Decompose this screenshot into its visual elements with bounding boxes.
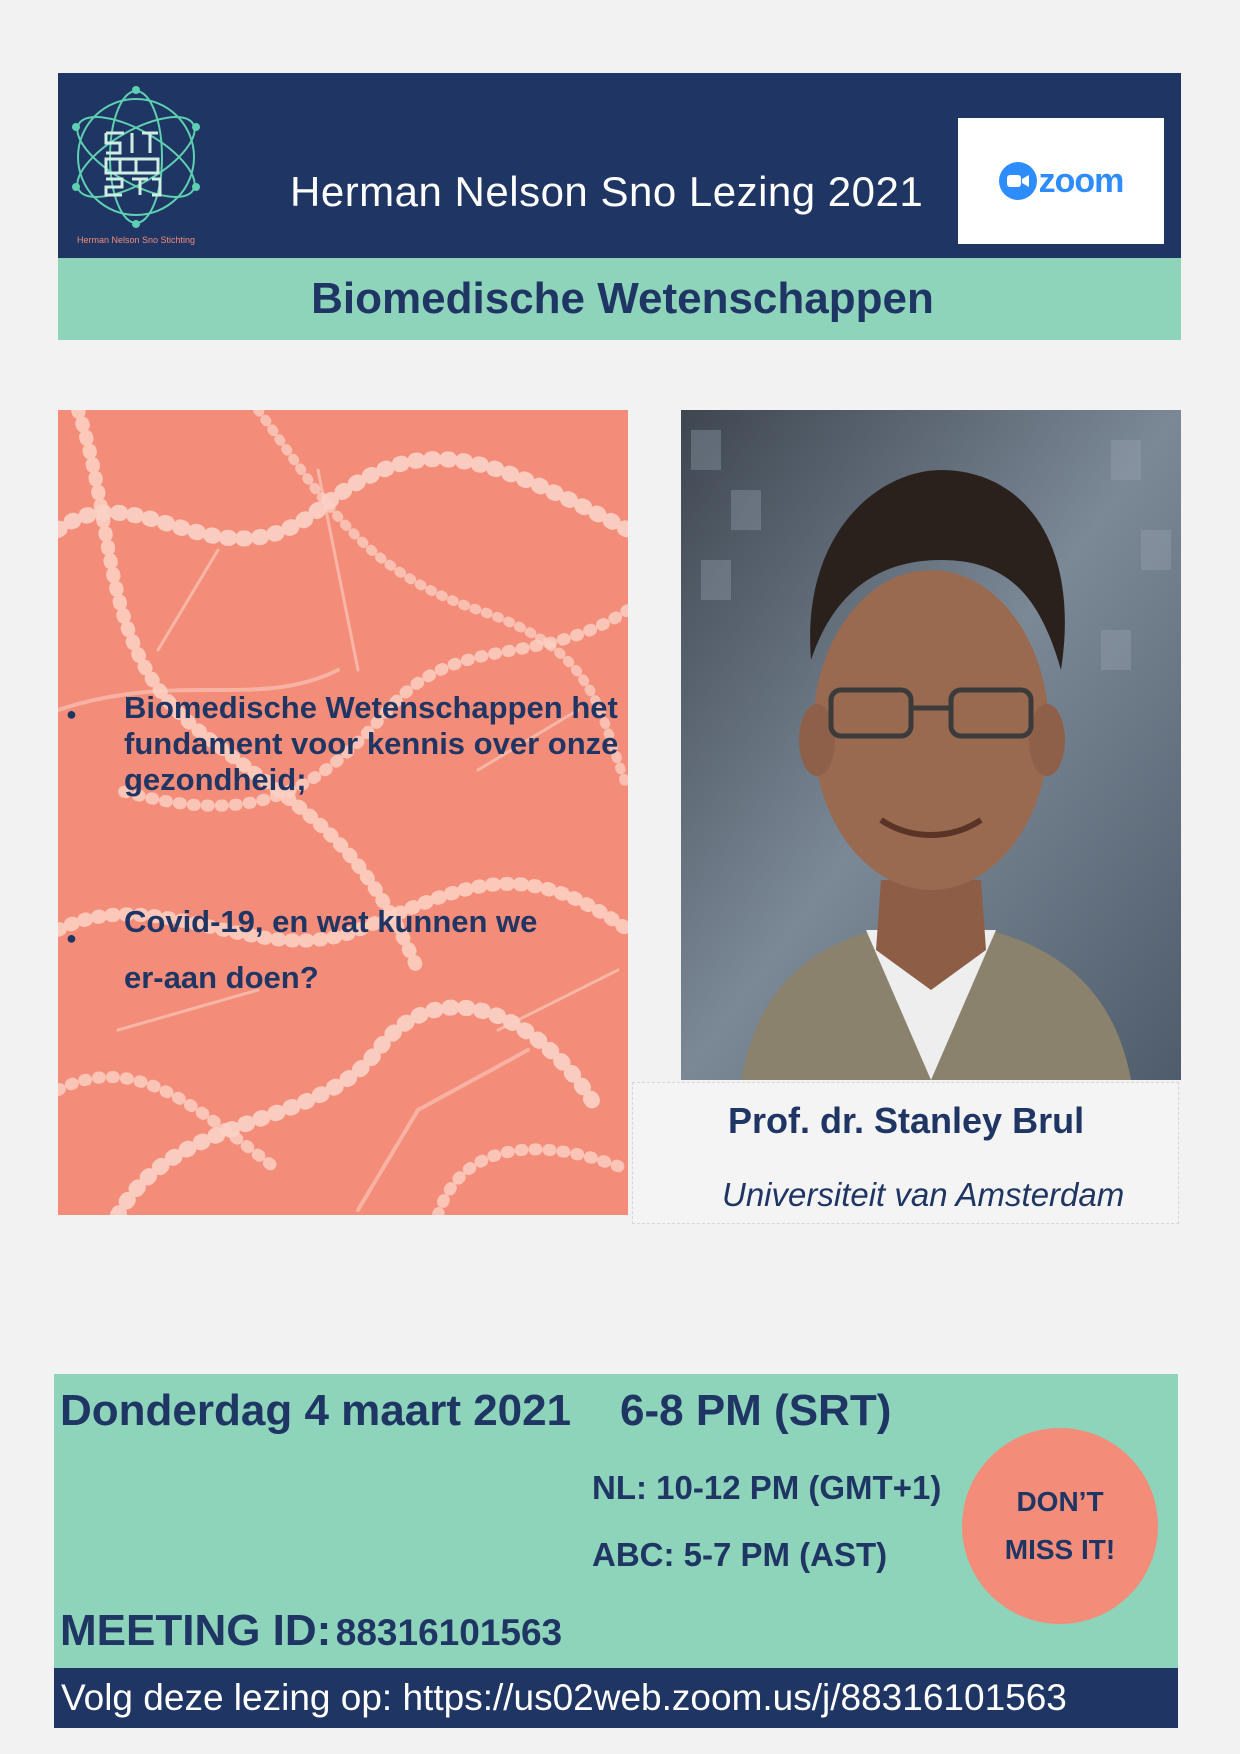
- svg-text:Herman Nelson Sno Stichting: Herman Nelson Sno Stichting: [76, 235, 196, 245]
- zoom-logo-box: [958, 118, 1164, 244]
- event-date: Donderdag 4 maart 2021: [60, 1386, 572, 1435]
- dont-miss-badge: [962, 1428, 1158, 1624]
- page-subtitle: Biomedische Wetenschappen: [311, 274, 934, 323]
- speaker-name: Prof. dr. Stanley Brul: [728, 1100, 1085, 1141]
- topic-text: Covid-19, en wat kunnen we er-aan doen?: [124, 904, 538, 995]
- badge-line-1: DON’T: [1016, 1486, 1104, 1517]
- foundation-logo: [62, 79, 210, 249]
- meeting-id: [60, 1606, 562, 1656]
- badge-line-2: MISS IT!: [1004, 1534, 1116, 1565]
- footer-link-bar: [54, 1668, 1178, 1728]
- bullet-icon: ●: [66, 928, 77, 948]
- event-time-srt: 6-8 PM (SRT): [620, 1386, 892, 1435]
- meeting-id-value: 88316101563: [335, 1612, 563, 1653]
- speaker-portrait: [681, 410, 1181, 1080]
- list-item: [60, 690, 630, 798]
- zoom-logo: [999, 162, 1124, 201]
- zoom-wordmark: zoom: [1038, 161, 1124, 200]
- bullet-icon: ●: [66, 704, 77, 724]
- meeting-id-label: MEETING ID:: [60, 1606, 332, 1655]
- list-item: [60, 894, 564, 1006]
- topic-list: [60, 690, 630, 1006]
- event-time-abc: ABC: 5-7 PM (AST): [592, 1536, 888, 1573]
- topic-text: Biomedische Wetenschappen het fundament voor kennis over onze gezondheid;: [124, 690, 619, 797]
- event-time-nl: NL: 10-12 PM (GMT+1): [592, 1469, 942, 1506]
- video-camera-icon: [999, 162, 1037, 200]
- speaker-affiliation: Universiteit van Amsterdam: [722, 1176, 1125, 1213]
- zoom-link-text[interactable]: Volg deze lezing op: https://us02web.zoom.us/j/88316101563: [61, 1677, 1067, 1718]
- subtitle-band: [58, 258, 1181, 340]
- header-title: Herman Nelson Sno Lezing 2021: [290, 168, 924, 215]
